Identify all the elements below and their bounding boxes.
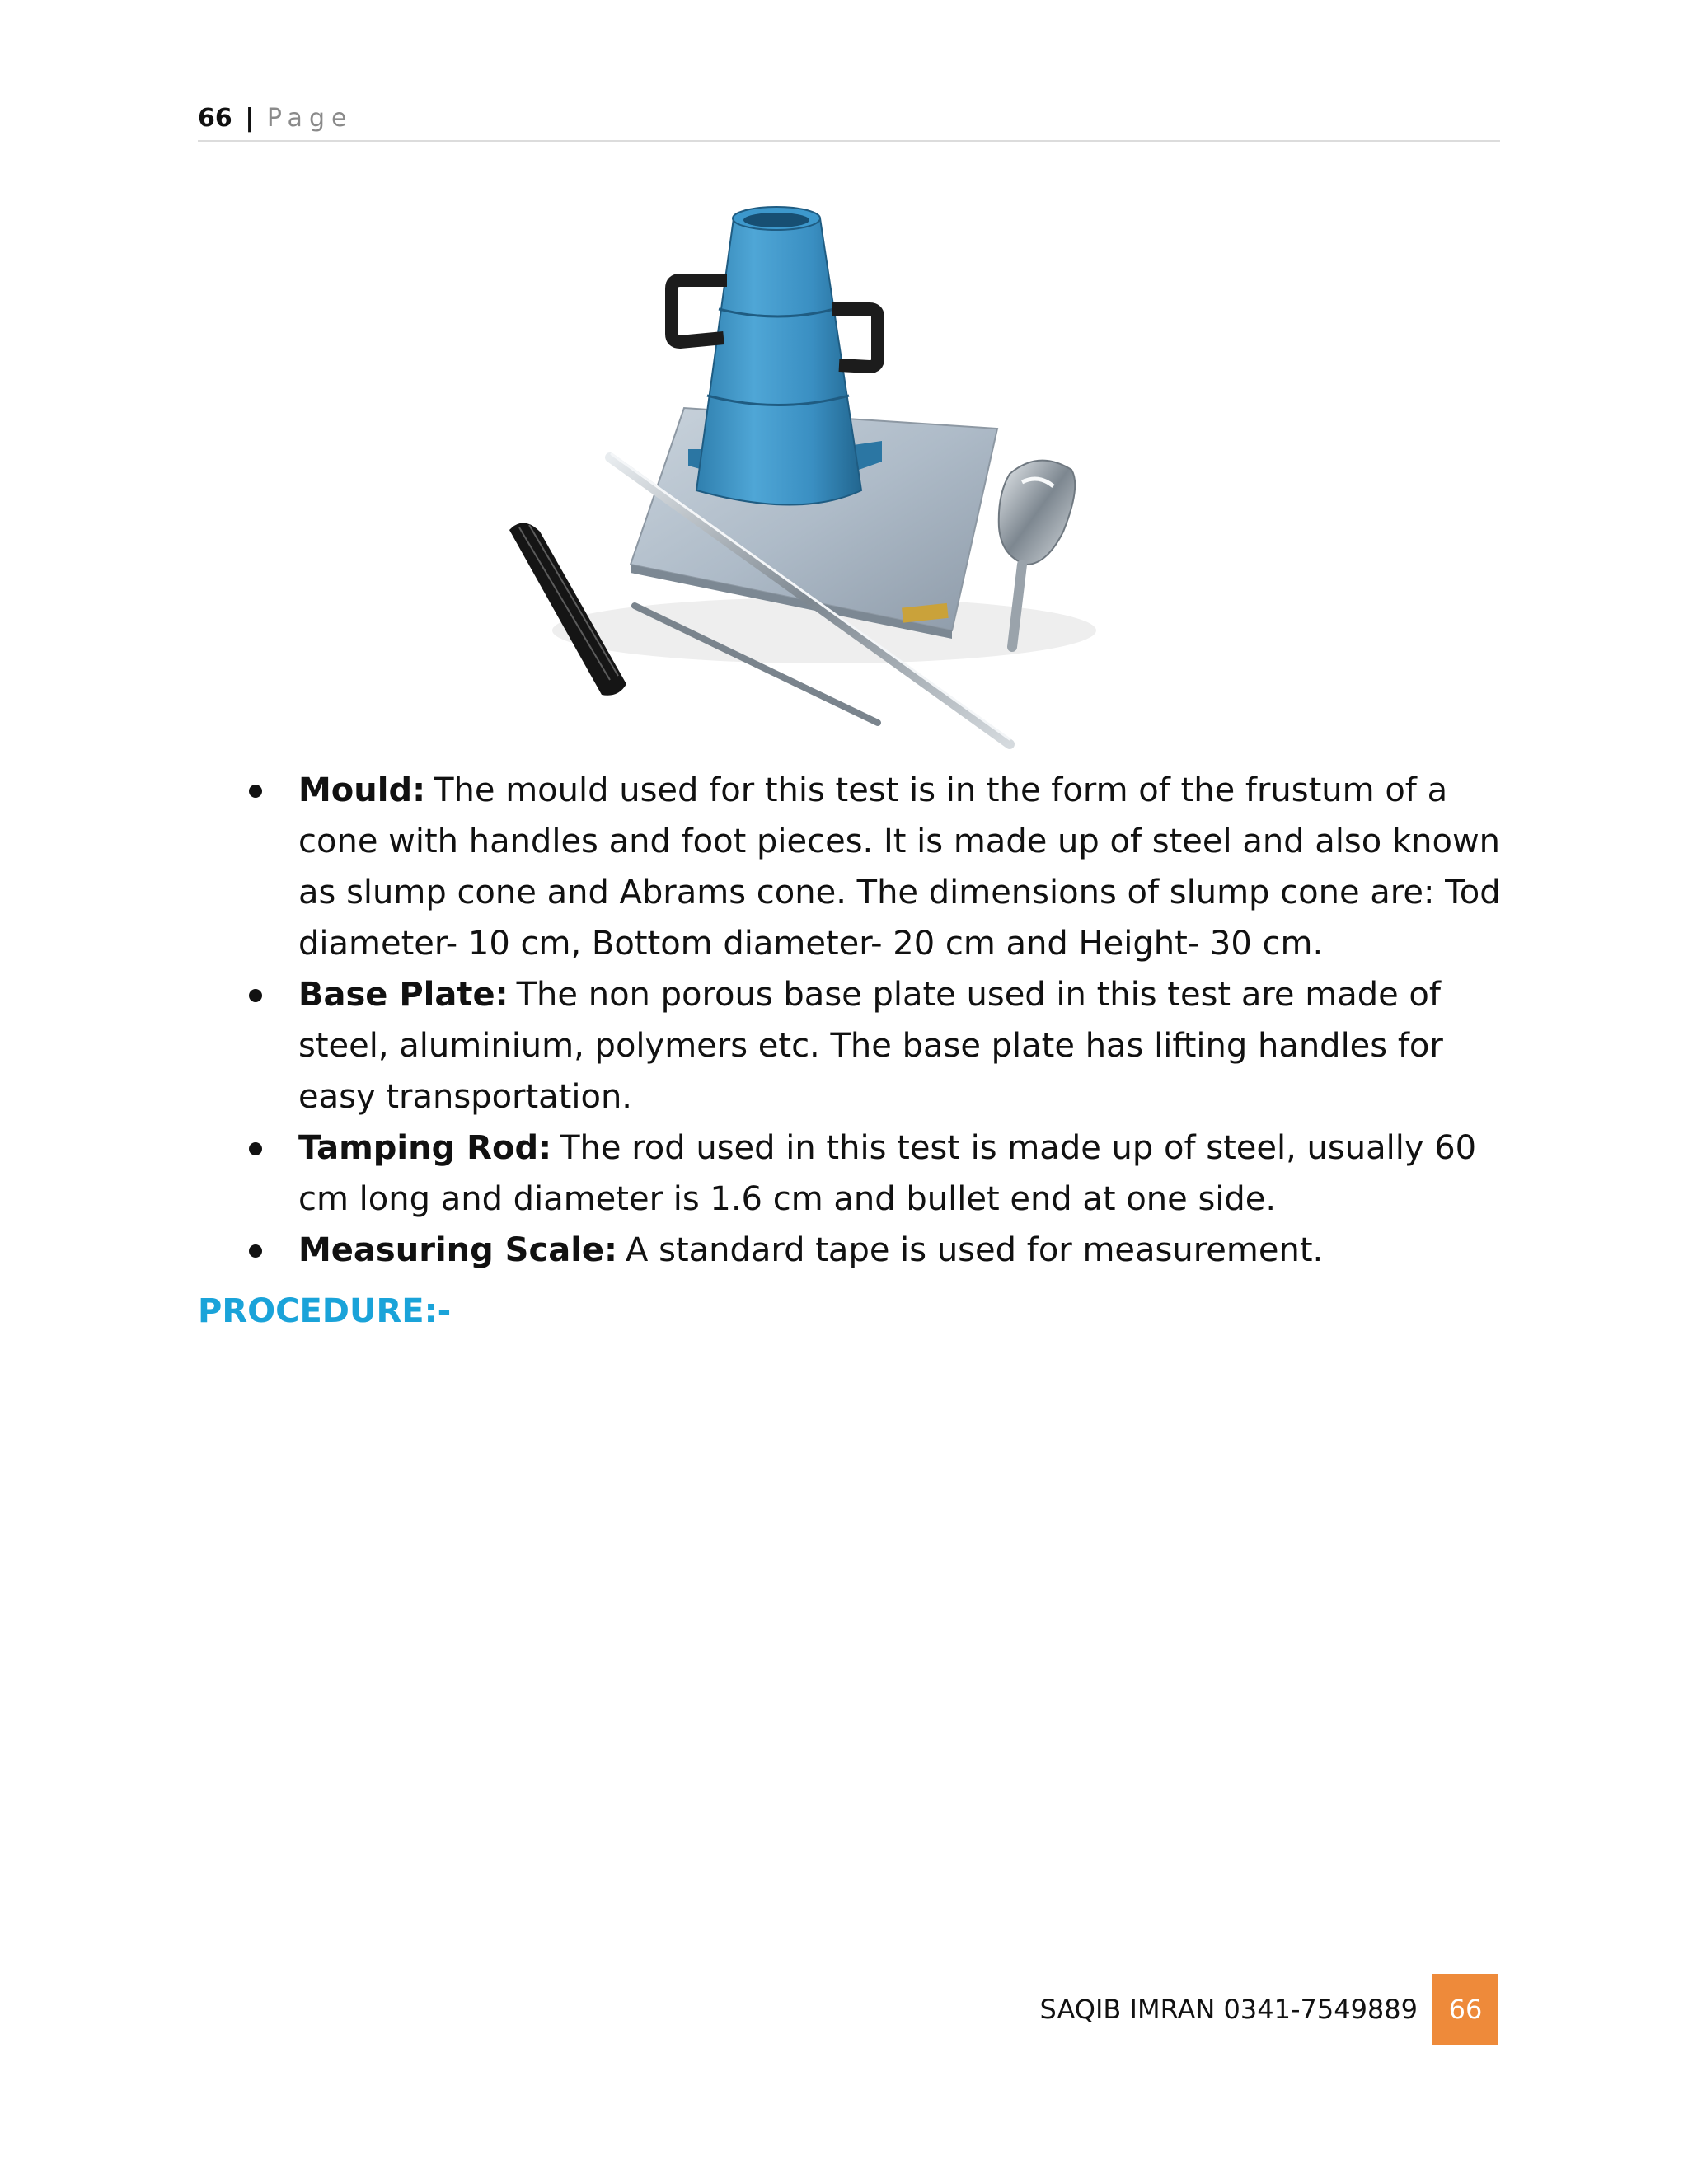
item-text: The mould used for this test is in the form of the frustum of a cone with handles and foot pieces. It is made up of steel and also known as slump cone and Abrams cone. The dimensions of slump cone are: Tod diameter- 10 cm, Bottom diameter- 20 cm and Height- 30 cm. <box>298 771 1501 963</box>
header-page-word: Page <box>266 104 354 133</box>
footer-page-badge: 66 <box>1432 1974 1498 2045</box>
procedure-heading: PROCEDURE:- <box>198 1292 452 1330</box>
list-item-measuring-scale <box>198 1225 1517 1276</box>
bullet-icon <box>249 1244 262 1258</box>
item-text: A standard tape is used for measurement. <box>626 1231 1324 1269</box>
item-term: Mould: <box>298 771 426 809</box>
item-term: Measuring Scale: <box>298 1231 618 1269</box>
item-term: Tamping Rod: <box>298 1129 552 1167</box>
list-item-tamping-rod <box>198 1122 1517 1225</box>
item-text: The non porous base plate used in this test are made of steel, aluminium, polymers etc. The base plate has lifting handles for easy transportation. <box>298 976 1443 1116</box>
bullet-icon <box>249 1142 262 1155</box>
header-page-number: 66 <box>198 104 232 133</box>
equipment-list <box>198 765 1517 1276</box>
slump-cone-apparatus-illustration <box>495 202 1154 762</box>
bullet-icon <box>249 989 262 1002</box>
footer-author: SAQIB IMRAN 0341-7549889 <box>1039 1994 1418 2025</box>
list-item-base-plate <box>198 969 1517 1122</box>
bullet-icon <box>249 785 262 798</box>
slump-cone-apparatus-image <box>495 202 1154 762</box>
header-separator: | <box>245 104 255 133</box>
page-footer <box>1040 1974 1498 2045</box>
item-text: The rod used in this test is made up of steel, usually 60 cm long and diameter is 1.6 cm and bullet end at one side. <box>298 1129 1477 1218</box>
item-term: Base Plate: <box>298 976 509 1014</box>
list-item-mould <box>198 765 1517 969</box>
page-header <box>198 97 1500 142</box>
